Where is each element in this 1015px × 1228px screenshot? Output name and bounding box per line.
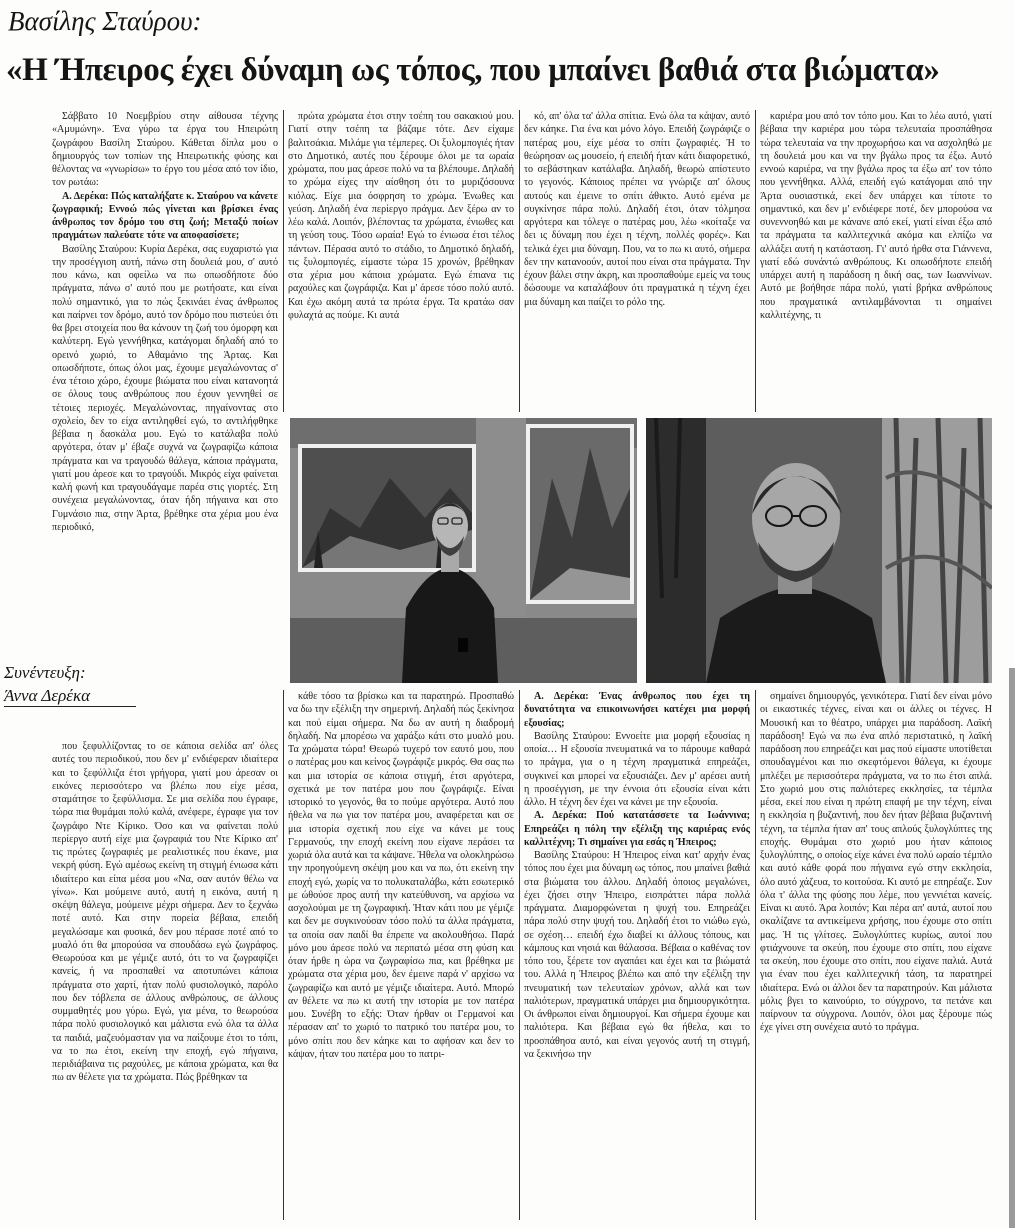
interview-question: Α. Δερέκα: Πώς καταλήξατε κ. Σταύρου να κάνετε ζωγραφική; Εννοώ πώς γίνεται και βρίσκει ένας άνθρωπος τον δρόμο του στη ζωή; Μεταξύ ποίων πραγμάτων παλεύατε τότε να αποφασίσετε; <box>52 190 278 242</box>
article-column-6 <box>288 690 514 1226</box>
article-paragraph: Βασίλης Σταύρου: Η Ήπειρος είναι κατ' αρχήν ένας τόπος που έχει μια δύναμη ως τόπος, που μπαίνει βαθιά στα βιώματα του άλλου. Δηλαδή όποιος μεγαλώνει, έχει ζήσει στην Ήπειρο, εισπράττει πάρα πολλά πράγματα. Διαμορφώνεται η ψυχή του. Επηρεάζει πάρα πολύ στην ψυχή του. Δηλαδή έτσι το νιώθω εγώ, σε σχέση… επειδή έχω διαβεί κι άλλους τόπους, και κάμπους και νησιά και θάλασσα. Βέβαια ο καθένας τον τόπο του, ξέρετε τον αγαπάει και έχει και τα βιώματά του. Αλλά η Ήπειρος βλέπω και από την εξέλιξη την πνευματική των τελευταίων χρόνων, αλλά και των παλιότερων, πραγματικά υπάρχει μια δημιουργικότητα. Οι άνθρωποι είναι δημιουργοί. Και σήμερα έχουμε και παλιότερα. Και βέβαια εγώ θα ήθελα, και το προσπάθησα αυτό, και είναι γεγονός αυτή τη στιγμή, να ξεκινήσω την <box>524 850 750 1060</box>
article-column-2 <box>288 110 514 410</box>
article-paragraph: Σάββατο 10 Νοεμβρίου στην αίθουσα τέχνης «Αμυμώνη». Ένα γύρω τα έργα του Ηπειρώτη ζωγράφου Βασίλη Σταύρου. Κάθεται δίπλα μου ο δημιουργός των τοπίων της Ηπειρωτικής φύσης και θέλοντας να «γνωρίσω» το έργο του μέσα από τον ίδιο, τον ρωτάω: <box>52 111 278 189</box>
scan-edge-shadow <box>1009 668 1015 1228</box>
column-rule <box>283 110 284 412</box>
article-column-5 <box>52 740 278 1226</box>
article-paragraph: καριέρα μου από τον τόπο μου. Και το λέω αυτό, γιατί βέβαια την καριέρα μου τώρα τελευταία προσπάθησα τώρα τελευταία να την προχωρήσω και να ασχοληθώ με τη δουλειά μου και να την βγάλω προς τα έξω. Αυτό εννοώ καριέρα, να την βγάλω προς τα έξω απ' τον τόπο που γεννήθηκα. Αλλά, επειδή εγώ κατάγομαι από την Άρτα ουσιαστικά, εκεί δεν υπάρχει και τίποτε το σημαντικό, και δεν μ' ενδιέφερε ποτέ, δεν μπορούσα να συνεννοηθώ και με κάνανε από εκεί, γιατί είναι έξω από τα πράγματα τα καλλιτεχνικά ακόμα και ελπίζω να αλλάξει αυτή η κατάσταση. Γι' αυτό ήρθα στα Γιάννενα, γιατί εδώ συνάντώ ανθρώπους. Κι οπωσδήποτε επειδή υπάρχει αυτή η παράδοση η δική σας, των Ιωαννίνων. Αυτό με βοήθησε πάρα πολύ, γιατί βρήκα ανθρώπους που πραγματικά αντιλαμβάνονται τι σημαίνει καλλιτέχνης, τι <box>760 111 992 321</box>
column-rule <box>755 690 756 1220</box>
article-headline: «Η Ήπειρος έχει δύναμη ως τόπος, που μπαίνει βαθιά στα βιώματα» <box>6 52 940 88</box>
interviewer-byline <box>4 662 136 707</box>
artist-portrait-photo <box>646 418 992 683</box>
article-column-3 <box>524 110 750 410</box>
article-paragraph: που ξεφυλλίζοντας το σε κάποια σελίδα απ' όλες αυτές του περιοδικού, που δεν μ' ενδιέφεραν ιδιαίτερα και το ξεφύλλιζα έτσι γρήγορα, γιατί μου άρεσαν οι εικόνες περισσότερο να βλέπω που είχε μέσα, σταμάτησε το ξεφύλλισμα. Σε μια σελίδα που έγραφε, τώρα πια θυμάμαι πολύ καλά, ανέφερε, έγραφε για τον ζωγράφο Ντε Κίρικο. Όσο και να φαίνεται πολύ περίεργο αυτή είχε μια ζωγραφιά του Ντε Κίρικο απ' τις πρώτες ζωγραφιές με ρεαλιστικές που έκανε, μια νεκρή φύση. Εγώ αμέσως εκείνη τη στιγμή ένιωσα κάτι ιδιαίτερο και είπα μέσα μου «Να, σαν αυτόν θέλω να γίνω». Και μούμεινε αυτό, αυτή η εικόνα, αυτή η σκέψη θάλεγα, μούμεινε μέχρι σήμερα. Δεν το ξεχνάω ποτέ αυτό. Και στην πορεία βέβαια, επειδή μεγαλώσαμε και φυσικά, δεν μου πέρασε ποτέ από το μυαλό ότι θα μπορούσα να σπουδάσω εγώ ζωγράφος. Θεωρούσα και με γέμιζε αυτό, ότι το να ζωγραφίζει κανείς, ή να προσπαθεί να αποτυπώνει κάποια πράγματα στο χαρτί, ήταν πολύ φυσιολογικό, παρόλο που δεν τόβλεπα σε άλλους ανθρώπους, σε άλλους συμμαθητές μου γύρω. Εγώ, για μένα, το θεωρούσα πάρα πολύ φυσιολογικό και μάλιστα ενώ όλα τα άλλα τα παιδιά, μαζευόμασταν για να παίξουμε έτσι το τόπι, να το πω έτσι, εκείνη την εποχή, εγώ πήγαινα, περιδιάβαινα τις ραχούλες, με κάποια χρώματα, και θα πω αν θέλετε για τα χρώματα. Πώς βρέθηκαν τα <box>52 741 278 1084</box>
article-paragraph: κάθε τόσο τα βρίσκω και τα παρατηρώ. Προσπαθώ να δω την εξέλιξη την σημερινή. Δηλαδή πώς ξεκίνησα και πού είμαι σήμερα. Να δω αν αυτή η διαδρομή δηλαδή. Να μπορέσω να χαράξω κάτι στο μυαλό μου. Τα χρώματα τώρα! Θεωρώ τυχερό τον εαυτό μου, που ο πατέρας μου και κείνος ζωγράφιζε μικρός. Θα σας πω και μια ιστορία σε κάποια στιγμή, έτσι αργότερα, σχετικά με τον πατέρα μου που ζωγράφιζε. Είναι ιστορικό το γεγονός, θα το πούμε αργότερα. Αυτό που ήθελα να πω για τον πατέρα μου, αναφέρεται και σε μια ιστορία σχετική που είχε να κάνει με τους Γερμανούς, την εποχή εκείνη που είχανε περάσει τα χωριά όλα αυτά και τα κάψανε. Ήθελα να ολοκληρώσω την προηγούμενη σκέψη μου και να πω, ότι εκείνη την εποχή εγώ, χωρίς να το πολυκαταλάβω, κάτι εσωτερικό με ώθούσε προς αυτή την κατεύθυνση, να αρχίσω να ασχολούμαι με τη ζωγραφική. Ήταν κάτι που με γέμιζε και δεν με συγκινούσαν τόσο πολύ τα άλλα πράγματα, τα οποία σαν παιδί θα έπρεπε να ακολουθήσω. Παρά μόνο μου άρεσε πολύ να περπατώ μέσα στη φύση και όταν ήρθε η ώρα να ζωγραφίσω πια, και βρέθηκα με χρώματα στα χέρια μου, δεν έμεινε παρά ν' αρχίσω να ζωγραφίζω και αυτό με γέμιζε ιδιαίτερα. Αυτό. Μπορώ αν θέλετε να πω κι αυτή την ιστορία με τον πατέρα μου. Συνέβη το εξής: Όταν ήρθαν οι Γερμανοί και πέρασαν απ' το χωριό το πατρικό του πατέρα μου, το μόνο σπίτι που δεν κάηκε και το αφήσαν και δεν το κάψαν, ήταν του πατέρα μου το πατρι- <box>288 691 514 1060</box>
interview-question: Α. Δερέκα: Ένας άνθρωπος που έχει τη δυνατότητα να επικοινωνήσει κατέχει μια μορφή εξουσίας; <box>524 691 750 729</box>
column-rule <box>755 110 756 412</box>
article-paragraph: Βασίλης Σταύρου: Κυρία Δερέκα, σας ευχαριστώ για την προσέγγιση αυτή, πάνω στη δουλειά μου, σ' αυτό που κάνω, και οφείλω να πω οπωσδήποτε δύο πράγματα, πάνω σ' αυτό που με ρωτήσατε, και είναι πολύ σημαντικό, για το πώς ξεκινάει ένας άνθρωπος και παίρνει τον δρόμο, αυτό τον δρόμο που πιστεύει ότι θα βρει στοιχεία που θα κάνουν τη ζωή του όμορφη και καλύτερη. Εγώ γεννήθηκα, κατάγομαι δηλαδή από το ορεινό χωριό, το Αθαμάνιο της Άρτας. Και οπωσδήποτε, όπως όλοι μας, έχουμε μεγαλώνοντας σ' ένα τέτοιο χώρο, έχουμε βιώματα που είναι κατανοητά σε όλους τους ανθρώπους που έχουν γεννηθεί σε τέτοιες περιοχές. Μεγαλώνοντας, πηγαίνοντας στο σχολείο, δεν το είχα αντιληφθεί εγώ, το αντιλήφθηκε βέβαια η δασκάλα μου. Εγώ το κατάλαβα πολύ αργότερα, όταν μ' έβαζε συχνά να ζωγραφίζω κάποια πράγματα και να τραγουδώ θάλεγα, κάποια πράγματα, γιατί μου άρεσε και το τραγούδι. Μικρός είχα φαίνεται καλή φωνή και τραγουδάγαμε παρέα στις γιορτές. Στη συνέχεια μεγαλώνοντας, όταν ήδη πήγαινα και στο Γυμνάσιο πια, στην Άρτα, βρέθηκε στα χέρια μου ένα περιοδικό, <box>52 243 278 533</box>
byline-label: Συνέντευξη: <box>4 663 86 682</box>
byline-name: Άννα Δερέκα <box>4 685 136 707</box>
artist-portrait-photo-graphic <box>646 418 992 683</box>
artist-gallery-photo <box>290 418 637 683</box>
artist-gallery-photo-graphic <box>290 418 637 683</box>
article-column-8 <box>760 690 992 1226</box>
article-paragraph: κό, απ' όλα τα' άλλα σπίτια. Ενώ όλα τα κάψαν, αυτό δεν κάηκε. Για ένα και μόνο λόγο. Επειδή ζωγράφιζε ο πατέρας μου, είχε μέσα το σπίτι ζωγραφιές. Ή το θεώρησαν ως μουσείο, ή επειδή ήταν κάτι διαφορετικό, το σεβάστηκαν κατάλαβα. Δηλαδή, θεωρώ απίστευτο το γεγονός. Κάποιος πρέπει να γνώριζε απ' όλους αυτούς και έμεινε το σπίτι άθικτο. Αυτό εμένα με συγκίνησε πάρα πολύ. Δηλαδή έτσι, όταν τόλμησα αργότερα και τόλεγε ο πατέρας μου, λέω «κοίταξε να δει ις δύναμη που έχει η τέχνη, πολλές φορές». Και τελικά έχει μια δύναμη. Που, να το πω κι αυτό, σήμερα δεν την κατανοούν, αυτοί που είναι στα πράγματα. Την έχουν βάλει στην άκρη, και προσπαθούμε εμείς να τους δώσουμε να καταλάβουν ότι πραγματικά η τέχνη έχει μια δύναμη και παίζει το ρόλο της. <box>524 111 750 308</box>
article-column-4 <box>760 110 992 410</box>
column-rule <box>519 110 520 412</box>
article-paragraph: Βασίλης Σταύρου: Εννοείτε μια μορφή εξουσίας η οποία… Η εξουσία πνευματικά να το πάρουμε καθαρά το πράγμα, για ο η τέχνη πραγματικά επηρεάζει, συγκινεί και μπορεί να εξουσιάζει. Δεν μ' αρέσει αυτή η προσέγγιση, με την έννοια ότι εξουσία είναι κάτι άλλο. Η τέχνη δεν έχει να κάνει με την εξουσία. <box>524 730 750 808</box>
article-kicker: Βασίλης Σταύρου: <box>8 6 202 36</box>
column-rule <box>519 690 520 1220</box>
article-paragraph: σημαίνει δημιουργός, γενικότερα. Γιατί δεν είναι μόνο οι εικαστικές τέχνες, είναι και οι άλλες οι τέχνες. Η Μουσική και το θέατρο, υπάρχει μια παράδοση. Λαϊκή παράδοση! Εγώ να πω ένα απλό περιστατικό, η λαϊκή παράδοση που επηρεάζει και μας πού είμαστε υποτίθεται σπουδαγμένοι και πιο σκεφτόμενοι θάλεγα, κι έχουμε μπλέξει με περισσότερα πράγματα, να το πω έτσι απλά. Στο χωριό μου στις παλιότερες εκκλησίες, τα τέμπλα μέσα, εκεί που είναι η πρώτη επαφή με την τέχνη, είναι η εκκλησία η βυζαντινή, που δεν ήταν βέβαια βυζαντινή τέχνη, τα τέμπλα ήταν απ' τους απλούς ξυλογλύπτες της εποχής. Θυμάμαι στο χωριό μου ήταν κάποιος ξυλογλύπτης, ο οποίος είχε κάνει ένα πολύ ωραίο τέμπλο και αυτό κάθε φορά που πήγαινα εγώ στην εκκλησία, όλο αυτό χάζευα, το κοιτούσα. Κι αυτό με επηρέαζε. Συν όλα τ' άλλα της φύσης που λέμε, που γεννιέται κανείς. Είναι κι αυτό. Άρα λοιπόν; Και πέρα απ' αυτά, αυτοί που σκαλίζανε τα αντικείμενα χρήσης, που έχουμε στο σπίτι μας. Ή τις γλίτσες. Ξυλογλύπτες κυρίως, αυτοί που φτιάχνουνε τα σκεύη, που έχουμε στο σπίτι, που είχανε τα σκεύη, που έχουμε στο σπίτι, που είχανε παλιά. Αυτά για έναν που έχει καλλιτεχνική τάση, τα παρατηρεί ιδιαίτερα. Ενώ οι άλλοι δεν τα παρατηρούν. Και μάλιστα μόλις βγει το καινούριο, το σύγχρονο, τα πετάνε και παίρνουν τα σύγχρονα. Λοιπόν, όλοι μας ξέρουμε πώς έχε γίνει στη συνέχεια αυτό το πράγμα. <box>760 691 992 1034</box>
article-column-1 <box>52 110 278 670</box>
article-column-7 <box>524 690 750 1226</box>
column-rule <box>283 690 284 1220</box>
interview-question: Α. Δερέκα: Πού κατατάσσετε τα Ιωάννινα; Επηρεάζει η πόλη την εξέλιξη της καριέρας ενός καλλιτέχνη; Τι σημαίνει για εσάς η Ήπειρος; <box>524 810 750 848</box>
article-paragraph: πρώτα χρώματα έτσι στην τσέπη του σακακιού μου. Γιατί στην τσέπη τα βάζαμε τότε. Δεν είχαμε βαλιτσάκια. Μιλάμε για τέμπερες. Οι ξυλομπογιές ήταν στο Δημοτικό, αυτές που ξέρουμε όλοι με τα ωραία χρώματα, που μας άρεσε πολύ να τα βλέπουμε. Δηλαδή το χρώμα είχες την αίσθηση ότι το μυριζόσουνα κιόλας. Είχε μια όσφρηση το χρώμα. Ένωθες και γεύση. Δηλαδή ένα περίεργο πράγμα. Δεν ξέρω αν το λέω καλά. Λοιπόν, βλέποντας τα χρώματα, ένιωθες και τη γεύση τους. Τόσο ωραία! Εγώ το ένιωσα έτσι τέλος πάντων. Πέρασα αυτό το στάδιο, το Δημοτικό δηλαδή, τις ξυλομπογιές, είμαστε τώρα 15 χρονών, βρέθηκαν στα χέρια μου κάποια χρώματα. Εγώ έπιανα τις ραχούλες και ζωγράφιζα. Και μ' άρεσε τόσο πολύ αυτό. Και έχω ακόμη αυτά τα πρώτα έργα. Τα κρατάω σαν φυλαχτά ας πούμε. Κι αυτά <box>288 111 514 321</box>
